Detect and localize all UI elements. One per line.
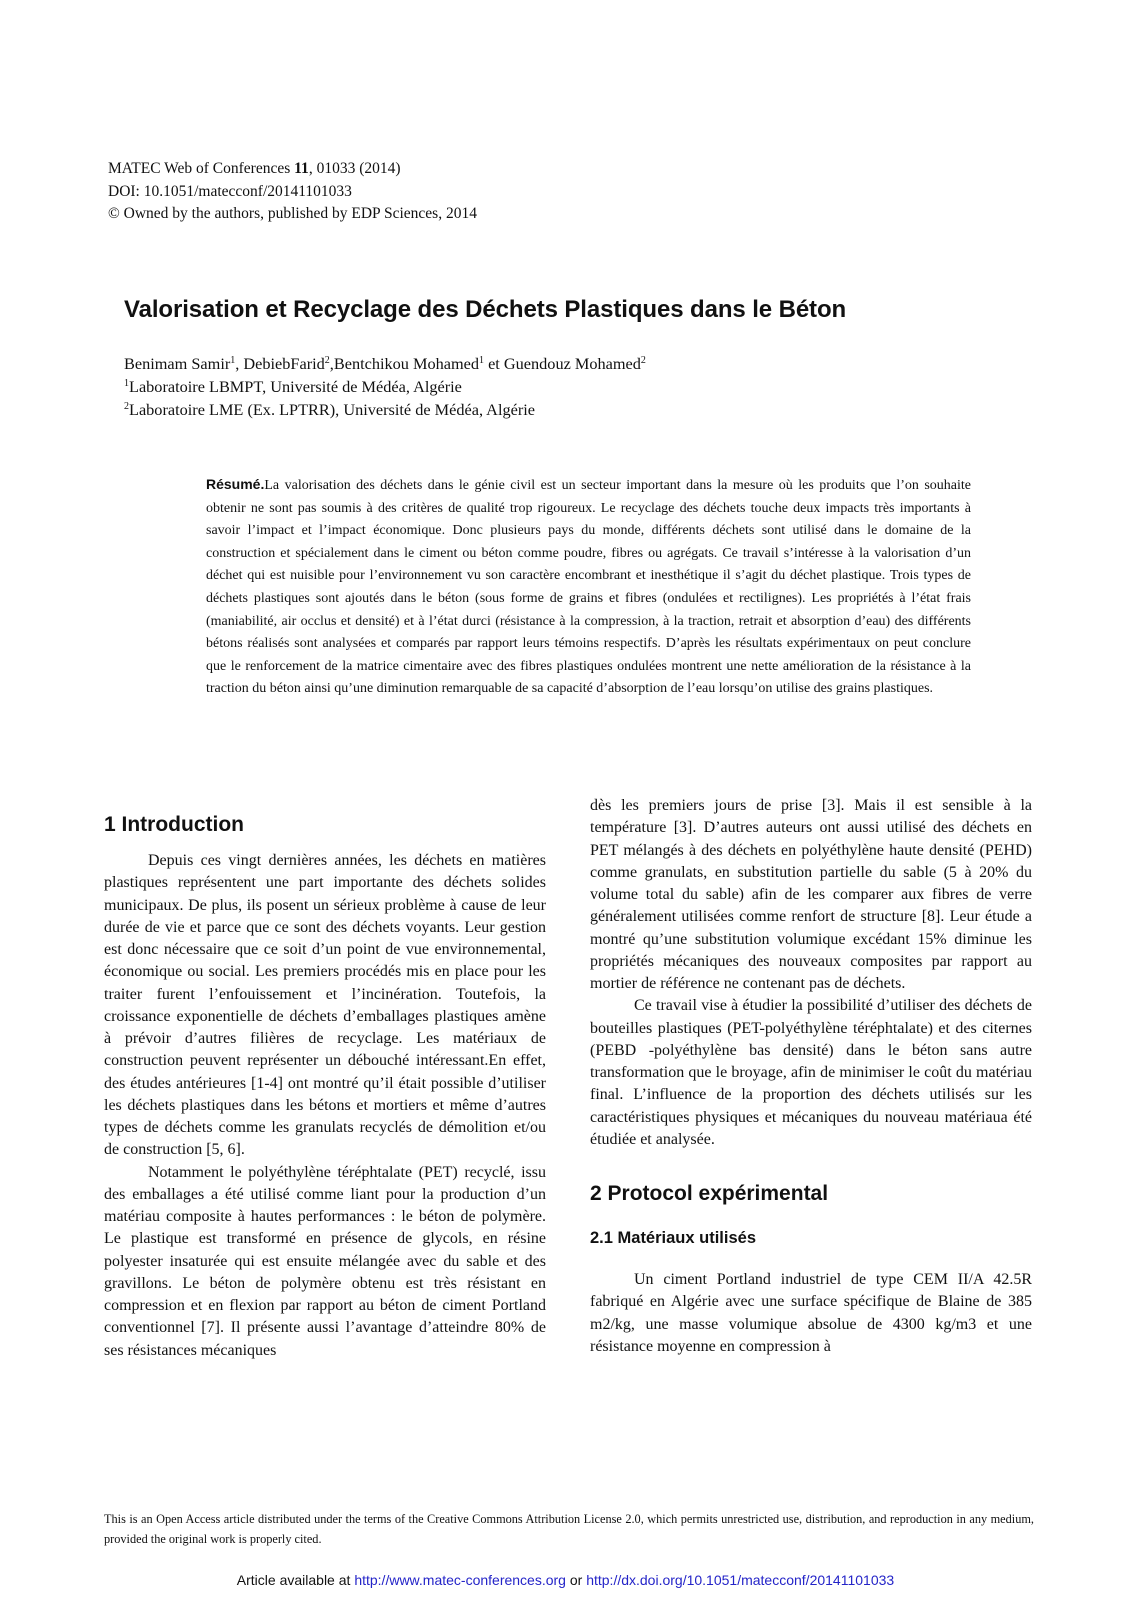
author-affiliation-mark: 1	[479, 355, 485, 366]
affiliation-text: Laboratoire LME (Ex. LPTRR), Université de Médéa, Algérie	[129, 400, 536, 419]
matec-link[interactable]: http://www.matec-conferences.org	[354, 1572, 566, 1588]
abstract-label: Résumé.	[206, 476, 265, 492]
left-column	[104, 812, 546, 1362]
subsection-heading-materials: 2.1 Matériaux utilisés	[590, 1229, 756, 1247]
affiliation-1	[124, 375, 646, 398]
paragraph: Ce travail vise à étudier la possibilité d’utiliser des déchets de bouteilles plastiques (PET-polyéthylène téréphtalate) et des citernes (PEBD -polyéthylène bas densité) dans le béton sans autre transformation que le broyage, afin de minimiser le coût du matériau final. L’influence de la proportion des déchets utilisés sur les caractéristiques physiques et mécaniques du nouveau matériaua été étudiée et analysée.	[590, 997, 1032, 1148]
copyright-icon: ©	[108, 205, 120, 222]
paper-title: Valorisation et Recyclage des Déchets Plastiques dans le Béton	[124, 296, 847, 323]
affiliation-text: Laboratoire LBMPT, Université de Médéa, Algérie	[129, 377, 462, 396]
author-affiliation-mark: 2	[640, 355, 646, 366]
right-column	[590, 795, 1032, 1358]
journal-year: (2014)	[359, 160, 401, 177]
journal-volume: 11	[294, 160, 309, 177]
section-heading-protocol: 2 Protocol expérimental	[590, 1182, 829, 1205]
article-availability	[0, 1572, 1131, 1588]
journal-citation	[108, 158, 477, 181]
copyright-line	[108, 203, 477, 226]
license-note: This is an Open Access article distributed under the terms of the Creative Commons Attribution License 2.0, which permits unrestricted use, distribution, and reproduction in any medium, provided the original work is properly cited.	[104, 1512, 1034, 1546]
doi-line: DOI: 10.1051/matecconf/20141101033	[108, 182, 352, 200]
section-heading-introduction: 1 Introduction	[104, 813, 244, 836]
author-name: Benimam Samir	[124, 354, 231, 373]
author-list	[124, 352, 646, 375]
author-affiliation-mark: 1	[230, 355, 236, 366]
author-affiliation-mark: 2	[324, 355, 330, 366]
doi-link[interactable]: http://dx.doi.org/10.1051/matecconf/20141101033	[586, 1572, 895, 1588]
journal-header	[108, 158, 477, 226]
affiliation-mark: 2	[124, 401, 129, 412]
paragraph: Un ciment Portland industriel de type CEM II/A 42.5R fabriqué en Algérie avec une surface spécifique de Blaine de 385 m2/kg, une masse volumique absolue de 4300 kg/m3 et une résistance moyenne en compression à	[590, 1271, 1032, 1355]
abstract	[206, 473, 971, 701]
availability-or: or	[565, 1572, 587, 1588]
author-block	[124, 352, 646, 421]
author-name: , DebiebFarid	[235, 354, 325, 373]
journal-name: MATEC Web of Conferences	[108, 160, 295, 177]
article-number: , 01033	[308, 160, 360, 177]
paragraph: Notamment le polyéthylène téréphtalate (PET) recyclé, issu des emballages a été utilisé comme liant pour la production d’un matériau composite à hautes performances : le béton de polymère. Le plastique est transformé en présence de glycols, en résine polyester insaturée qui est ensuite mélangée avec du sable et des gravillons. Le béton de polymère obtenu est très résistant en compression et en flexion par rapport au béton de ciment Portland conventionnel [7]. Il présente aussi l’avantage d’atteindre 80% de ses résistances mécaniques	[104, 1163, 546, 1359]
paragraph: dès les premiers jours de prise [3]. Mais il est sensible à la température [3]. D’autres auteurs ont aussi utilisé des déchets en PET mélangés à des déchets en polyéthylène haute densité (PEHD) comme granulats, en substitution partielle du sable (5 à 20% du volume total du sable) afin de les comparer aux fibres de verre généralement utilisées comme renfort de structure [8]. Leur étude a montré qu’une substitution volumique excédant 15% diminue les propriétés mécaniques des nouveaux composites par rapport au mortier de référence ne contenant pas de déchets.	[590, 797, 1032, 992]
copyright-text: Owned by the authors, published by EDP Sciences, 2014	[119, 205, 477, 222]
availability-prefix: Article available at	[236, 1572, 355, 1588]
paragraph: Depuis ces vingt dernières années, les déchets en matières plastiques représentent une part importante des déchets solides municipaux. De plus, ils posent un sérieux problème à cause de leur durée de vie et parce que ce sont des déchets voyants. Leur gestion est donc nécessaire que ce soit d’un point de vue environnemental, économique ou social. Les premiers procédés mis en place pour les traiter furent l’enfouissement et l’incinération. Toutefois, la croissance exponentielle de déchets d’emballages plastiques amène à prévoir d’autres filières de recyclage. Les matériaux de construction peuvent représenter un débouché intéressant.En effet, des études antérieures [1-4] ont montré qu’il était possible d’utiliser les déchets plastiques dans les bétons et mortiers et même d’autres types de déchets comme les granulats recyclés de démolition et/ou de construction [5, 6].	[104, 852, 546, 1159]
author-name: ,Bentchikou Mohamed	[329, 354, 480, 373]
author-name: et Guendouz Mohamed	[484, 354, 641, 373]
abstract-text: La valorisation des déchets dans le génie civil est un secteur important dans la mesure où les produits que l’on souhaite obtenir ne sont pas soumis à des critères de qualité trop rigoureux. Le recyclage des déchets touche deux impacts très importants à savoir l’impact et l’impact économique. Donc plusieurs pays du monde, différents déchets sont utilisé dans le domaine de la construction et spécialement dans le ciment ou béton comme poudre, fibres ou agrégats. Ce travail s’intéresse à la valorisation d’un déchet qui est nuisible pour l’environnement vu son caractère encombrant et inesthétique il s’agit du déchet plastique. Trois types de déchets plastiques sont ajoutés dans le béton (sous forme de grains et fibres (ondulées et rectilignes). Les propriétés à l’état frais (maniabilité, air occlus et densité) et à l’état durci (résistance à la compression, à la traction, retrait et absorption d’eau) des différents bétons réalisés sont analysées et comparés par rapport leurs témoins respectifs. D’après les résultats expérimentaux on peut conclure que le renforcement de la matrice cimentaire avec des fibres plastiques ondulées montrent une nette amélioration de la résistance à la traction du béton ainsi qu’une diminution remarquable de sa capacité d’absorption de l’eau lorsqu’on utilise des grains plastiques.	[206, 478, 971, 697]
affiliation-2	[124, 398, 646, 421]
affiliation-mark: 1	[124, 378, 129, 389]
